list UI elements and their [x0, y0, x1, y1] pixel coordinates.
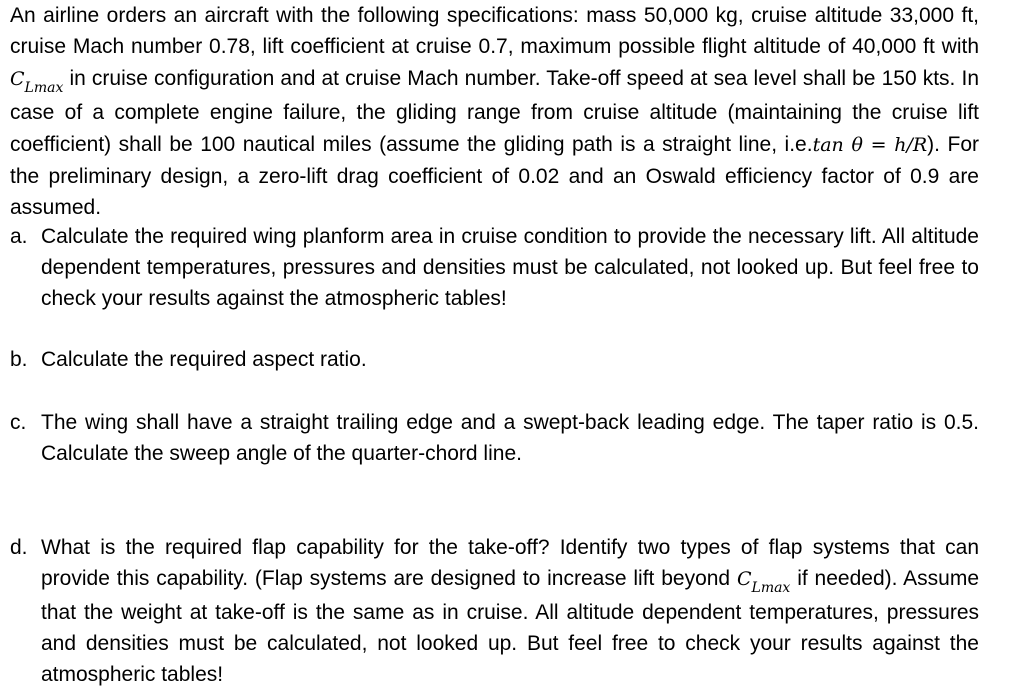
question-d-text-1: What is the required flap capability for the take-off? Identify two types of flap systems that can provide this capability. (Flap systems are designed to increase lift beyond [41, 536, 979, 590]
clmax-symbol-d: C [736, 568, 752, 590]
clmax-subscript-d: Lmax [751, 580, 791, 596]
question-a-label: a. [10, 225, 28, 248]
question-b-label: b. [10, 348, 28, 371]
question-c-text: The wing shall have a straight trailing edge and a swept-back leading edge. The taper ratio is 0.5. Calculate the sweep angle of the quarter-chord line. [41, 411, 979, 465]
problem-statement [10, 0, 979, 224]
intro-text-3: ). For the preliminary design, a zero-lift drag coefficient of 0.02 and an Oswald efficiency factor of 0.9 are assumed. [10, 132, 979, 220]
clmax-subscript: Lmax [24, 79, 64, 96]
question-a [10, 221, 979, 314]
intro-text-1: An airline orders an aircraft with the following specifications: mass 50,000 kg, cruise altitude 33,000 ft, cruise Mach number 0.78, lift coefficient at cruise 0.7, maximum possible flight altitude of 40,000 ft with [10, 4, 979, 59]
question-d [10, 532, 979, 690]
problem-document [10, 0, 979, 686]
question-b-text: Calculate the required aspect ratio. [41, 348, 367, 371]
question-c-label: c. [10, 411, 27, 434]
question-d-label: d. [10, 536, 28, 559]
clmax-symbol: C [10, 67, 25, 90]
question-d-text [41, 532, 979, 690]
question-d-text-2: if needed). Assume that the weight at take-off is the same as in cruise. All altitude dependent temperatures, pressures and densities must be calculated, not looked up. But feel free to check your results against the atmospheric tables! [41, 567, 979, 686]
question-c [10, 407, 979, 469]
question-a-text: Calculate the required wing planform area in cruise condition to provide the necessary lift. All altitude dependent temperatures, pressures and densities must be calculated, not looked up. But feel free to check your results against the atmospheric tables! [41, 225, 979, 310]
glide-equation: tan θ = h/R [812, 133, 928, 156]
question-b [10, 344, 979, 375]
intro-text-2: in cruise configuration and at cruise Mach number. Take-off speed at sea level shall be 150 kts. In case of a complete engine failure, the gliding range from cruise altitude (maintaining the cruise lift coefficient) shall be 100 nautical miles (assume the gliding path is a straight line, i.e. [10, 66, 979, 156]
